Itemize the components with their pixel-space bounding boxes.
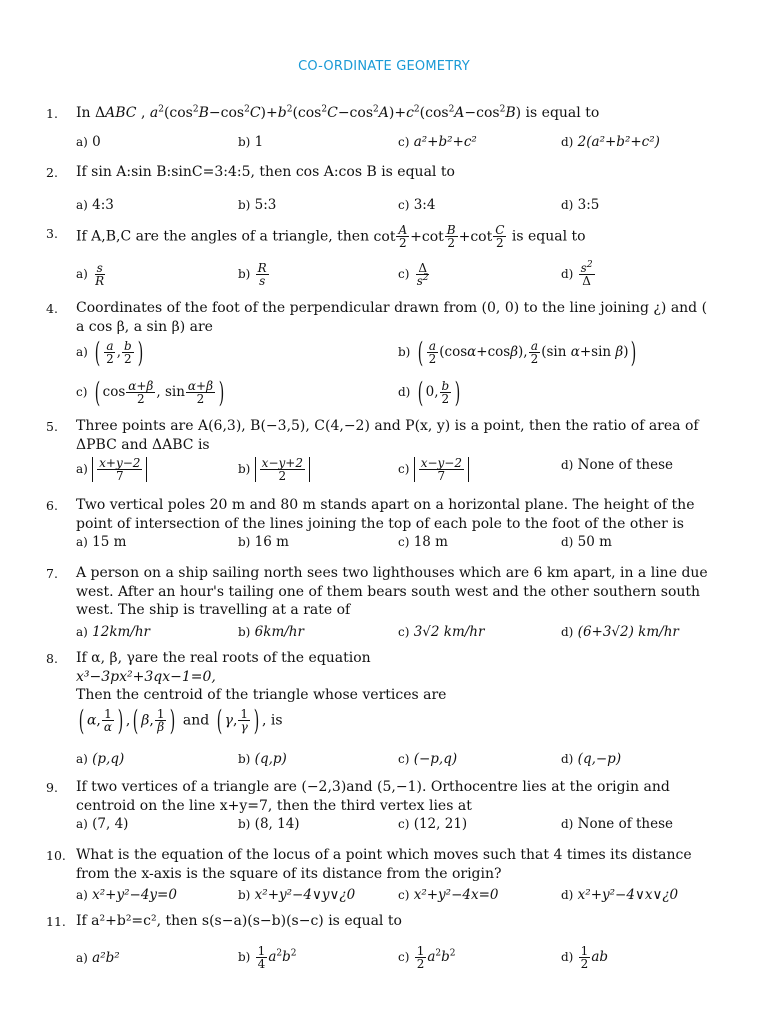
question-number: 3. <box>46 226 58 241</box>
question-text: If two vertices of a triangle are (−2,3)and (5,−1). Orthocentre lies at the origin and centroid on the line x+y=7, then the third vertex lies at <box>76 779 670 814</box>
option-a[interactable]: a) $\frac{x+y-2}{7}$ <box>76 457 147 482</box>
option-a[interactable]: a) (7, 4) <box>76 816 129 832</box>
question-number: 10. <box>46 848 66 863</box>
option-c[interactable]: c) 3√2 km/hr <box>398 624 485 640</box>
option-a[interactable]: a) x²+y²−4y=0 <box>76 887 177 903</box>
option-c[interactable]: c) 3:4 <box>398 197 436 213</box>
option-c[interactable]: c) x²+y²−4x=0 <box>398 887 499 903</box>
option-c[interactable]: c) a²+b²+c² <box>398 134 477 150</box>
option-b[interactable]: b) $\frac{x-y+2}{2}$ <box>238 457 310 482</box>
option-d[interactable]: d) $\frac{1}{2}$ ab <box>561 944 609 971</box>
option-d[interactable]: d) $\frac{s^2}{\Delta}$ <box>561 260 593 288</box>
option-d[interactable]: d) (q,−p) <box>561 751 622 767</box>
question-text: If α, β, γare the real roots of the equation x³−3px²+3qx−1=0, Then the centroid of the triangle whose vertices are <box>76 650 447 703</box>
question-text: What is the equation of the locus of a point which moves such that 4 times its distance from the x-axis is the square of its distance from the origin? <box>76 847 692 882</box>
question-text: A person on a ship sailing north sees two lighthouses which are 6 km apart, in a line due west. After an hour's tailing one of them bears south west and the other southern south west. The ship is travelling at a rate of <box>76 565 708 618</box>
option-a[interactable]: a) a²b² <box>76 950 120 966</box>
question-number: 4. <box>46 301 58 316</box>
question-number: 2. <box>46 165 58 180</box>
option-d[interactable]: d) 2(a²+b²+c²) <box>561 134 660 150</box>
option-b[interactable]: b) 16 m <box>238 534 289 550</box>
option-b[interactable]: b) $\frac{1}{4}$ $a^2b^2$ <box>238 944 297 971</box>
question-number: 8. <box>46 651 58 666</box>
option-b[interactable]: b) (q,p) <box>238 751 287 767</box>
option-b[interactable]: b) 6km/hr <box>238 624 304 640</box>
question-text: In ΔABC , $a^2(\cos^2B-\cos^2C)+b^2(\cos^2C-\cos^2A)+c^2(\cos^2A-\cos^2B)$ is equal to <box>76 104 600 121</box>
option-c[interactable]: c) $\frac{1}{2}$ $a^2b^2$ <box>398 944 456 971</box>
question-number: 6. <box>46 498 58 513</box>
question-number: 11. <box>46 914 66 929</box>
option-b[interactable]: b) x²+y²−4∨y∨¿0 <box>238 887 356 903</box>
question-number: 1. <box>46 106 58 121</box>
option-b[interactable]: b) (8, 14) <box>238 816 300 832</box>
question-text: Three points are A(6,3), B(−3,5), C(4,−2) and P(x, y) is a point, then the ratio of area of ΔPBC and ΔABC is <box>76 418 699 453</box>
option-d[interactable]: d) ( 0, $\frac{b}{2}$ ) <box>398 375 461 409</box>
option-d[interactable]: d) None of these <box>561 457 674 473</box>
option-a[interactable]: a) (p,q) <box>76 751 125 767</box>
option-a[interactable]: a) 0 <box>76 134 101 150</box>
option-b[interactable]: b) $\frac{R}{s}$ <box>238 261 267 288</box>
question-text: If A,B,C are the angles of a triangle, then cot $\frac{A}{2}$ +cot $\frac{B}{2}$ +cot $\frac{C}{2}$ is equal to <box>76 223 586 250</box>
question-number: 5. <box>46 419 58 434</box>
question-number: 9. <box>46 780 58 795</box>
option-b[interactable]: b) 5:3 <box>238 197 277 213</box>
option-a[interactable]: a) 4:3 <box>76 197 114 213</box>
option-a[interactable]: a) $\frac{s}{R}$ <box>76 261 105 288</box>
option-c[interactable]: c) $\frac{x-y-2}{7}$ <box>398 457 469 482</box>
option-d[interactable]: d) None of these <box>561 816 674 832</box>
option-c[interactable]: c) (−p,q) <box>398 751 458 767</box>
option-c[interactable]: c) $\frac{\Delta}{s^2}$ <box>398 261 429 288</box>
question-text: If sin A:sin B:sinC=3:4:5, then cos A:cos B is equal to <box>76 164 455 180</box>
option-b[interactable]: b) 1 <box>238 134 264 150</box>
page-title: CO-ORDINATE GEOMETRY <box>298 59 470 74</box>
option-b[interactable]: b) ( $\frac{a}{2}$ (cosα+cosβ), $\frac{a}{2}$ (sin α+sin β)) <box>398 335 637 369</box>
option-c[interactable]: c) ( cos $\frac{\alpha+\beta}{2}$ , sin $\frac{\alpha+\beta}{2}$ ) <box>76 375 225 409</box>
question-number: 7. <box>46 566 58 581</box>
option-a[interactable]: a) 15 m <box>76 534 127 550</box>
question-text: If a²+b²=c², then s(s−a)(s−b)(s−c) is equal to <box>76 913 402 929</box>
option-d[interactable]: d) (6+3√2) km/hr <box>561 624 679 640</box>
option-d[interactable]: d) 3:5 <box>561 197 600 213</box>
option-d[interactable]: d) 50 m <box>561 534 612 550</box>
option-c[interactable]: c) (12, 21) <box>398 816 468 832</box>
question-text: Two vertical poles 20 m and 80 m stands apart on a horizontal plane. The height of the point of intersection of the lines joining the top of each pole to the foot of the other is <box>76 497 695 532</box>
option-c[interactable]: c) 18 m <box>398 534 448 550</box>
option-a[interactable]: a) 12km/hr <box>76 624 150 640</box>
vertices-expression: ( α, $\frac{1}{\alpha}$ ) ,( β, $\frac{1}{\beta}$ ) and ( γ, $\frac{1}{\gamma}$ ) , is <box>78 703 283 737</box>
option-d[interactable]: d) x²+y²−4∨x∨¿0 <box>561 887 679 903</box>
question-text: Coordinates of the foot of the perpendicular drawn from (0, 0) to the line joining ¿) and ( a cos β, a sin β) are <box>76 300 708 335</box>
option-a[interactable]: a) ( $\frac{a}{2}$ , $\frac{b}{2}$ ) <box>76 335 143 369</box>
